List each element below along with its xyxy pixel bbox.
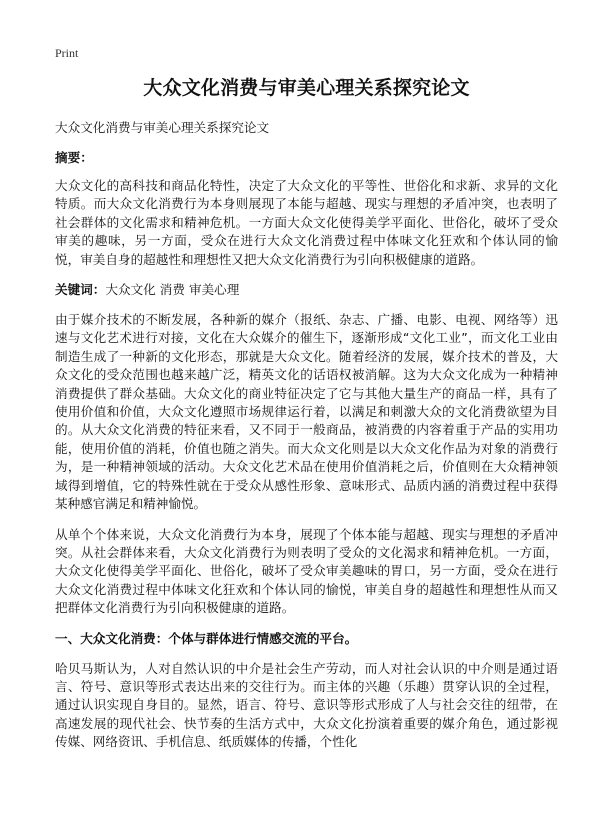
keywords-line <box>55 281 558 299</box>
keywords-text: 大众文化 消费 审美心理 <box>105 282 240 298</box>
body-paragraph-3: 哈贝马斯认为，人对自然认识的中介是社会生产劳动，而人对社会认识的中介则是通过语言、符号、意识等形式表达出来的交往行为。而主体的兴趣（乐趣）贯穿认识的全过程，通过认识实现自身目的。显然，语言、符号、意识等形式形成了人与社会交往的纽带，在高速发展的现代社会、快节奏的生活方式中，大众文化扮演着重要的媒介角色，通过影视传媒、网络资讯、手机信息、纸质媒体的传播，个性化 <box>55 660 558 750</box>
document-title: 大众文化消费与审美心理关系探究论文 <box>143 77 470 99</box>
abstract-heading: 摘要： <box>55 150 93 165</box>
keywords-label: 关键词： <box>55 282 106 298</box>
section-1-heading: 一、大众文化消费：个体与群体进行情感交流的平台。 <box>55 630 358 646</box>
print-label: Print <box>55 46 79 60</box>
body-paragraph-1: 由于媒介技术的不断发展，各种新的媒介（报纸、杂志、广播、电影、电视、网络等）迅速与文化艺术进行对接，文化在大众媒介的催生下，逐渐形成“文化工业”，而文化工业由制造生成了一种新的文化形态，那就是大众文化。随着经济的发展，媒介技术的普及，大众文化的受众范围也越来越广泛，精英文化的话语权被消解。这为大众文化成为一种精神消费提供了群众基础。大众文化的商业特征决定了它与其他大量生产的商品一样，具有了使用价值和价值，大众文化遵照市场规律运行着，以满足和刺激大众的文化消费欲望为目的。从大众文化消费的特征来看，又不同于一般商品，被消费的内容着重于产品的实用功能，使用价值的消耗，价值也随之消失。而大众文化则是以大众文化作品为对象的消费行为，是一种精神领域的活动。大众文化艺术品在使用价值消耗之后，价值则在大众精神领域得到增值，它的特殊性就在于受众从感性形象、意味形式、品质内涵的消费过程中获得某种感官满足和精神愉悦。 <box>55 312 558 512</box>
body-paragraph-2: 从单个个体来说，大众文化消费行为本身，展现了个体本能与超越、现实与理想的矛盾冲突。从社会群体来看，大众文化消费行为则表明了受众的文化渴求和精神危机。一方面，大众文化使得美学平面化、世俗化，破坏了受众审美趣味的胃口，另一方面，受众在进行大众文化消费过程中体味文化狂欢和个体认同的愉悦，审美自身的超越性和理想性从而又把群体文化消费行为引向积极健康的道路。 <box>55 526 558 616</box>
abstract-paragraph: 大众文化的高科技和商品化特性，决定了大众文化的平等性、世俗化和求新、求异的文化特质。而大众文化消费行为本身则展现了本能与超越、现实与理想的矛盾冲突，也表明了社会群体的文化需求和精神危机。一方面大众文化使得美学平面化、世俗化，破坏了受众审美的趣味，另一方面，受众在进行大众文化消费过程中体味文化狂欢和个体认同的愉悦，审美自身的超越性和理想性又把大众文化消费行为引向积极健康的道路。 <box>55 178 558 267</box>
document-subtitle: 大众文化消费与审美心理关系探究论文 <box>55 120 270 135</box>
